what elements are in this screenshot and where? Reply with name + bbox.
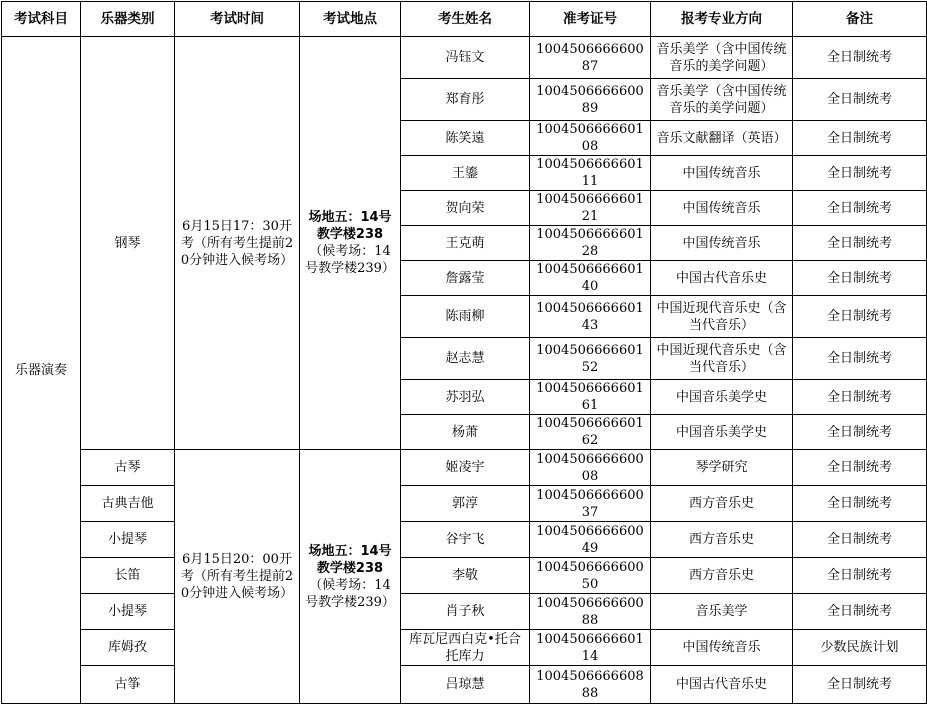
candidate-name: 苏羽弘 (401, 380, 530, 415)
candidate-name: 郭淳 (401, 486, 530, 522)
major: 中国近现代音乐史（含当代音乐） (651, 296, 793, 338)
note: 全日制统考 (793, 522, 927, 558)
header-note: 备注 (793, 2, 927, 37)
note: 全日制统考 (793, 666, 927, 704)
major: 音乐美学（含中国传统音乐的美学问题） (651, 37, 793, 79)
major: 中国古代音乐史 (651, 666, 793, 704)
location-main: 场地五：14号教学楼238 (308, 543, 392, 576)
location-main: 场地五：14号教学楼238 (308, 210, 392, 242)
candidate-name: 王克萌 (401, 226, 530, 261)
category-cell: 古琴 (81, 450, 175, 486)
major: 中国传统音乐 (651, 156, 793, 191)
exam-time-cell: 6月15日20：00开考（所有考生提前20分钟进入候考场） (175, 450, 300, 704)
category-cell: 长笛 (81, 558, 175, 594)
major: 音乐文献翻译（英语） (656, 130, 787, 146)
header-major: 报考专业方向 (651, 2, 793, 37)
note: 全日制统考 (793, 226, 927, 261)
category-cell: 小提琴 (81, 594, 175, 630)
major: 中国近现代音乐史（含当代音乐） (651, 338, 793, 380)
table-row (2, 594, 927, 630)
note: 全日制统考 (793, 415, 927, 450)
subject-cell: 乐器演奏 (2, 37, 81, 704)
major: 中国传统音乐 (651, 191, 793, 226)
ticket-id: 100450666660088 (530, 594, 651, 630)
major: 音乐美学（含中国传统音乐的美学问题） (651, 79, 793, 121)
note: 全日制统考 (793, 594, 927, 630)
ticket-id: 100450666660143 (530, 296, 651, 338)
table-row (2, 666, 927, 704)
candidate-name: 杨萧 (401, 415, 530, 450)
major: 西方音乐史 (651, 558, 793, 594)
candidate-name: 王鎏 (401, 156, 530, 191)
category-cell: 钢琴 (81, 37, 175, 450)
note: 全日制统考 (793, 296, 927, 338)
candidate-name: 李敬 (401, 558, 530, 594)
major: 琴学研究 (651, 450, 793, 486)
candidate-name: 冯钰文 (401, 37, 530, 79)
candidate-name: 吕琼慧 (401, 666, 530, 704)
table-row (2, 37, 927, 79)
ticket-id: 100450666660008 (530, 450, 651, 486)
note: 全日制统考 (793, 486, 927, 522)
candidate-name: 肖子秋 (401, 594, 530, 630)
note: 全日制统考 (793, 261, 927, 296)
candidate-name: 陈雨柳 (401, 296, 530, 338)
note: 少数民族计划 (793, 630, 927, 666)
note: 全日制统考 (793, 79, 927, 121)
major: 西方音乐史 (651, 486, 793, 522)
note: 全日制统考 (793, 558, 927, 594)
major: 中国传统音乐 (651, 226, 793, 261)
category-cell: 库姆孜 (81, 630, 175, 666)
header-row (2, 2, 927, 37)
major: 中国音乐美学史 (651, 380, 793, 415)
note: 全日制统考 (793, 191, 927, 226)
ticket-id: 100450666660140 (530, 261, 651, 296)
header-location: 考试地点 (300, 2, 401, 37)
note: 全日制统考 (793, 338, 927, 380)
note: 全日制统考 (793, 37, 927, 79)
major: 音乐美学 (651, 594, 793, 630)
ticket-id: 100450666660162 (530, 415, 651, 450)
location-waiting-room: （候考场：14号教学楼239） (305, 577, 395, 610)
category-cell: 古筝 (81, 666, 175, 704)
ticket-id: 100450666660888 (530, 666, 651, 704)
candidate-name: 库瓦尼西白克•托合托库力 (401, 630, 530, 666)
ticket-id: 100450666660087 (530, 37, 651, 79)
exam-location-cell (300, 450, 401, 704)
ticket-id: 100450666660111 (530, 156, 651, 191)
candidate-name: 赵志慧 (401, 338, 530, 380)
exam-schedule-table (1, 1, 927, 704)
major: 中国传统音乐 (651, 630, 793, 666)
location-waiting-room: （候考场：14号教学楼239） (305, 244, 395, 276)
table-row (2, 486, 927, 522)
major: 中国古代音乐史 (651, 261, 793, 296)
ticket-id: 100450666660108 (530, 121, 651, 156)
ticket-id: 100450666660050 (530, 558, 651, 594)
table-row (2, 558, 927, 594)
note: 全日制统考 (793, 380, 927, 415)
category-cell: 小提琴 (81, 522, 175, 558)
table-row (2, 630, 927, 666)
candidate-name: 郑育彤 (401, 79, 530, 121)
ticket-id: 100450666660089 (530, 79, 651, 121)
ticket-id: 100450666660121 (530, 191, 651, 226)
major: 西方音乐史 (651, 522, 793, 558)
candidate-name: 姬凌宇 (401, 450, 530, 486)
header-subject: 考试科目 (2, 2, 81, 37)
exam-location-cell (300, 37, 401, 450)
table-row (2, 522, 927, 558)
major-cell (651, 121, 793, 156)
ticket-id: 100450666660152 (530, 338, 651, 380)
header-name: 考生姓名 (401, 2, 530, 37)
ticket-id: 100450666660037 (530, 486, 651, 522)
candidate-name: 谷宇飞 (401, 522, 530, 558)
header-time: 考试时间 (175, 2, 300, 37)
note: 全日制统考 (793, 121, 927, 156)
candidate-name: 陈笑遠 (401, 121, 530, 156)
category-cell: 古典吉他 (81, 486, 175, 522)
ticket-id: 100450666660114 (530, 630, 651, 666)
candidate-name: 詹露莹 (401, 261, 530, 296)
candidate-name: 贺向荣 (401, 191, 530, 226)
exam-time-cell: 6月15日17：30开考（所有考生提前20分钟进入候考场） (175, 37, 300, 450)
ticket-id: 100450666660049 (530, 522, 651, 558)
note: 全日制统考 (793, 450, 927, 486)
ticket-id: 100450666660128 (530, 226, 651, 261)
major: 中国音乐美学史 (651, 415, 793, 450)
ticket-id: 100450666660161 (530, 380, 651, 415)
note: 全日制统考 (793, 156, 927, 191)
table-row (2, 450, 927, 486)
header-category: 乐器类别 (81, 2, 175, 37)
header-ticket-id: 准考证号 (530, 2, 651, 37)
